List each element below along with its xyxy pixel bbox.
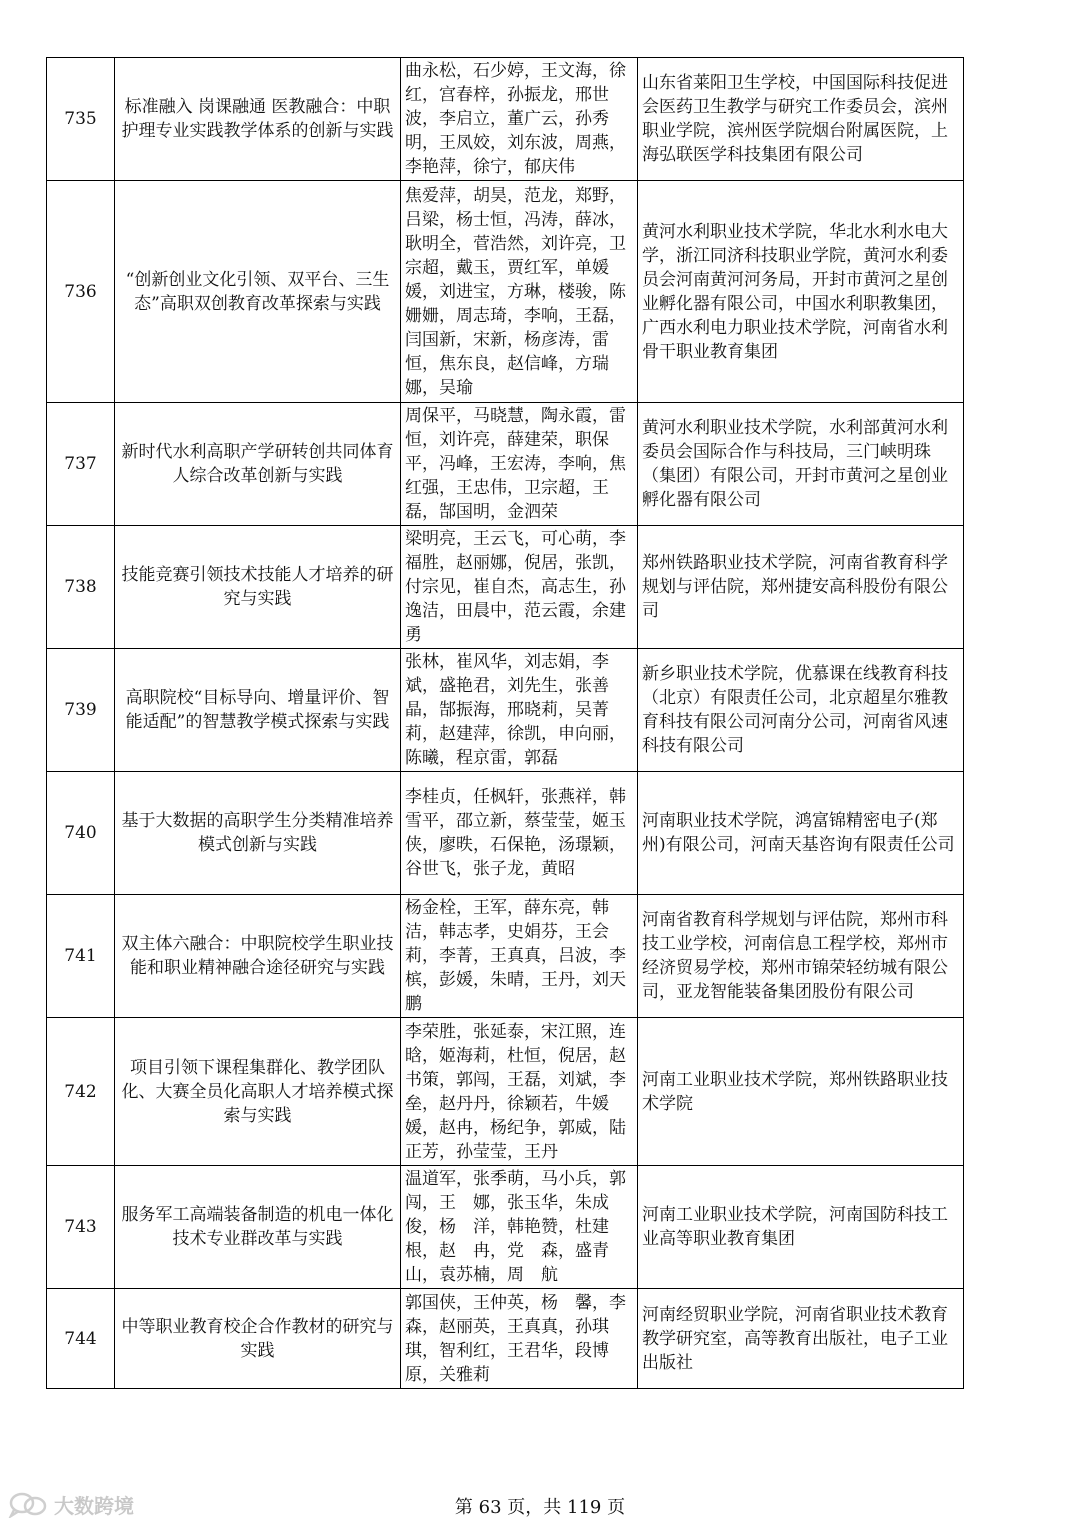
project-units: 新乡职业技术学院，优慕课在线教育科技（北京）有限责任公司，北京超星尔雅教育科技有限公司河南分公司，河南省风速科技有限公司 (642, 664, 948, 756)
row-number-cell (47, 58, 115, 181)
row-number-cell (47, 403, 115, 526)
project-title: 基于大数据的高职学生分类精准培养模式创新与实践 (121, 811, 394, 855)
project-units: 山东省莱阳卫生学校，中国国际科技促进会医药卫生教学与研究工作委员会，滨州职业学院，滨州医学院烟台附属医院，上海弘联医学科技集团有限公司 (642, 73, 948, 165)
table-row (47, 58, 964, 181)
row-number-cell (47, 1289, 115, 1389)
row-number-cell (47, 649, 115, 772)
project-authors: 温道军，张季萌，马小兵，郭 闯，王 娜，张玉华，朱成俊，杨 洋，韩艳赞，杜建根，赵 冉，党 森，盛青山，袁苏楠，周 航 (405, 1169, 643, 1285)
table-row (47, 649, 964, 772)
project-title: 服务军工高端装备制造的机电一体化技术专业群改革与实践 (121, 1205, 394, 1249)
project-authors: 焦爱萍，胡昊，范龙，郑野，吕梁，杨士恒，冯涛，薛冰，耿明全，菅浩然，刘许亮，卫宗超，戴玉，贾红军，单媛媛，刘进宝，方琳，楼骏，陈姗姗，周志琦，李响，王磊，闫国新，宋新，杨彦涛，雷恒，焦东良，赵信峰，方瑞娜，吴瑜 (405, 185, 626, 398)
project-units-cell (638, 895, 964, 1018)
project-units-cell (638, 1166, 964, 1289)
row-number-cell (47, 1166, 115, 1289)
project-authors: 李桂贞，任枫轩，张燕祥，韩雪平，邵立新，蔡莹莹，姬玉侠，廖昳，石保艳，汤璟颖，谷世飞，张子龙，黄昭 (405, 787, 626, 879)
project-title-cell (115, 58, 401, 181)
project-authors-cell (401, 895, 638, 1018)
project-units: 河南工业职业技术学院，郑州铁路职业技术学院 (642, 1069, 948, 1114)
project-authors: 曲永松，石少婷，王文海，徐红，宫春梓，孙振龙，邢世波，李启立，董广云，孙秀明，王凤姣，刘东波，周燕，李艳萍，徐宁，郁庆伟 (405, 61, 626, 177)
project-units: 河南经贸职业学院，河南省职业技术教育教学研究室，高等教育出版社，电子工业出版社 (642, 1304, 948, 1373)
row-number-cell (47, 526, 115, 649)
chat-bubbles-logo-icon (8, 1490, 48, 1518)
project-authors: 张林，崔风华，刘志娟，李斌，盛艳君，刘先生，张善晶，郜振海，邢晓莉，吴菁莉，赵建萍，徐凯，申向丽，陈曦，程京雷，郭磊 (405, 652, 626, 768)
watermark (8, 1488, 134, 1520)
project-title: 技能竞赛引领技术技能人才培养的研究与实践 (121, 565, 394, 609)
table-row (47, 526, 964, 649)
table-row (47, 1018, 964, 1166)
project-authors: 李荣胜，张延泰，宋江照，连晗，姬海莉，杜恒，倪居，赵书策，郭闯，王磊，刘斌，李垒，赵丹丹，徐颖若，牛媛媛，赵冉，杨纪争，郭威，陆正芳，孙莹莹，王丹 (405, 1021, 626, 1162)
row-number: 739 (64, 700, 97, 720)
project-authors: 梁明亮，王云飞，可心萌，李福胜，赵丽娜，倪居，张凯，付宗见，崔自杰，高志生，孙逸洁，田晨中，范云霞，余建勇 (405, 529, 626, 645)
page-footer: 第 63 页，共 119 页 (454, 1497, 626, 1518)
project-units-cell (638, 1289, 964, 1389)
project-units: 郑州铁路职业技术学院，河南省教育科学规划与评估院，郑州捷安高科股份有限公司 (642, 553, 948, 621)
project-units: 河南职业技术学院，鸿富锦精密电子(郑州)有限公司，河南天基咨询有限责任公司 (642, 811, 955, 855)
project-authors: 杨金栓，王军，薛东亮，韩洁，韩志孝，史娟芬，王会莉，李菁，王真真，吕波，李槟，彭媛，朱晴，王丹，刘天鹏 (405, 898, 626, 1014)
row-number-cell (47, 895, 115, 1018)
project-units-cell (638, 649, 964, 772)
row-number: 743 (64, 1217, 97, 1237)
project-title: 双主体六融合：中职院校学生职业技能和职业精神融合途径研究与实践 (121, 934, 394, 978)
project-title-cell (115, 649, 401, 772)
project-title: 新时代水利高职产学研转创共同体育人综合改革创新与实践 (121, 442, 394, 486)
row-number: 741 (64, 946, 97, 966)
project-title: 中等职业教育校企合作教材的研究与实践 (121, 1316, 394, 1361)
project-title-cell (115, 895, 401, 1018)
project-units-cell (638, 403, 964, 526)
row-number-cell (47, 181, 115, 403)
project-title: 高职院校“目标导向、增量评价、智能适配”的智慧教学模式探索与实践 (125, 688, 390, 732)
awards-table (46, 57, 964, 1389)
project-authors-cell (401, 403, 638, 526)
project-authors-cell (401, 1289, 643, 1389)
project-units: 黄河水利职业技术学院，水利部黄河水利委员会国际合作与科技局，三门峡明珠（集团）有限公司，开封市黄河之星创业孵化器有限公司 (642, 418, 948, 510)
project-title-cell (115, 1018, 401, 1166)
project-units-cell (638, 772, 964, 895)
project-units: 河南工业职业技术学院，河南国防科技工业高等职业教育集团 (642, 1205, 948, 1249)
project-title-cell (115, 1289, 401, 1389)
project-authors-cell (401, 58, 638, 181)
row-number: 740 (64, 823, 97, 843)
project-authors-cell (401, 526, 638, 649)
row-number: 742 (64, 1081, 97, 1102)
project-title-cell (115, 526, 401, 649)
project-title-cell (115, 772, 401, 895)
project-authors-cell (401, 772, 638, 895)
row-number-cell (47, 772, 115, 895)
project-title-cell (115, 1166, 401, 1289)
row-number-cell (47, 1018, 115, 1166)
project-title: 项目引领下课程集群化、教学团队化、大赛全员化高职人才培养模式探索与实践 (121, 1057, 394, 1126)
row-number: 735 (64, 109, 97, 129)
table-row (47, 403, 964, 526)
table-row (47, 895, 964, 1018)
row-number: 738 (64, 577, 97, 597)
project-units-cell (638, 526, 964, 649)
project-units: 黄河水利职业技术学院，华北水利水电大学，浙江同济科技职业学院，黄河水利委员会河南黄河河务局，开封市黄河之星创业孵化器有限公司，中国水利职教集团，广西水利电力职业技术学院，河南省水利骨干职业教育集团 (642, 221, 948, 362)
project-title-cell (115, 403, 401, 526)
row-number: 744 (64, 1328, 97, 1349)
row-number: 737 (64, 454, 97, 474)
project-title: “创新创业文化引领、双平台、三生态”高职双创教育改革探索与实践 (125, 269, 390, 314)
project-authors-cell (401, 1166, 643, 1289)
project-authors-cell (401, 181, 638, 403)
project-authors: 周保平，马晓慧，陶永霞，雷恒，刘许亮，薛建荣，职保平，冯峰，王宏涛，李响，焦红强，王忠伟，卫宗超，王磊，郜国明，金泗荣 (405, 406, 626, 522)
project-authors: 郭国侠，王仲英，杨 馨，李 森，赵丽英，王真真，孙琪琪，智利红，王君华，段博原，关雅莉 (405, 1292, 643, 1385)
project-authors-cell (401, 1018, 638, 1166)
table-row (47, 1289, 964, 1389)
project-authors-cell (401, 649, 638, 772)
table-row (47, 181, 964, 403)
table-row (47, 1166, 964, 1289)
project-title: 标准融入 岗课融通 医教融合：中职护理专业实践教学体系的创新与实践 (121, 97, 394, 141)
project-units-cell (638, 181, 964, 403)
row-number: 736 (64, 281, 97, 302)
project-units-cell (638, 58, 964, 181)
table-row (47, 772, 964, 895)
watermark-text: 大数跨境 (54, 1493, 134, 1518)
table-body (47, 58, 964, 1389)
project-units-cell (638, 1018, 964, 1166)
project-units: 河南省教育科学规划与评估院，郑州市科技工业学校，河南信息工程学校，郑州市经济贸易学校，郑州市锦荣轻纺城有限公司，亚龙智能装备集团股份有限公司 (642, 910, 948, 1002)
project-title-cell (115, 181, 401, 403)
